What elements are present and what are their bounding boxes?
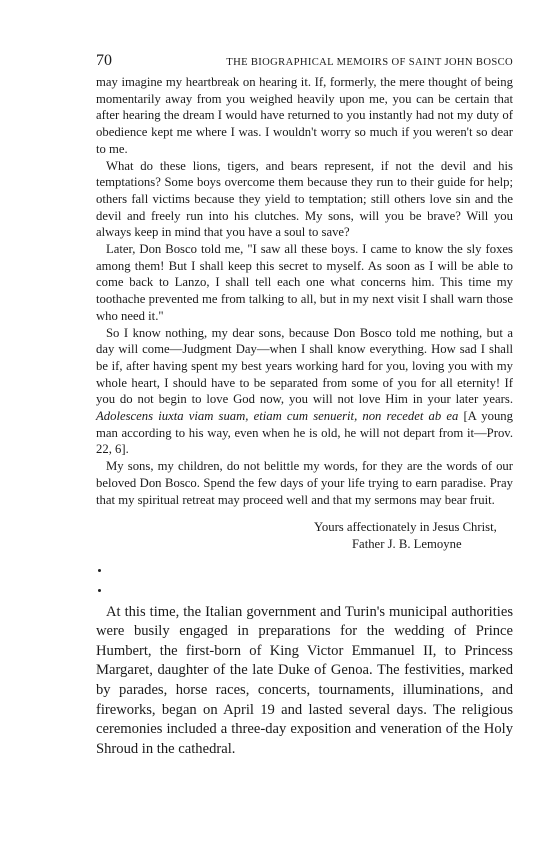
- book-page: [96, 52, 513, 759]
- letter-closing: Yours affectionately in Jesus Christ,: [314, 520, 497, 535]
- letter-paragraph: My sons, my children, do not belittle my words, for they are the words of our beloved Don Bosco. Spend the few days of your life trying to earn paradise. Pray that my spiritual retreat may proceed well and that my sermons may bear fruit.: [96, 459, 513, 507]
- paragraph-text: [A young man according to his way, even when he is old, he will not depart from it—Prov. 22, 6].: [96, 409, 513, 457]
- letter-signature: Father J. B. Lemoyne: [352, 536, 462, 551]
- section-break: [96, 559, 513, 603]
- letter-paragraph: What do these lions, tigers, and bears represent, if not the devil and his temptations? Some boys overcome them because they run to their guide for help; others fall victims because they yield to temptation; still others love sin and the devil and freely run into his clutches. My sons, will you be brave? Will you always keep in mind that you have a soul to save?: [96, 158, 513, 240]
- section-break-dot: [98, 589, 101, 592]
- letter-signoff: [96, 519, 513, 552]
- running-head: [96, 52, 513, 74]
- narrative-paragraph: At this time, the Italian government and Turin's municipal authorities were busily engaged in preparations for the wedding of Prince Humbert, the first-born of King Victor Emmanuel II, to Princess Margaret, daughter of the late Duke of Genoa. The festivities, marked by parades, horse races, concerts, tournaments, illuminations, and fireworks, began on April 19 and lasted several days. The religious ceremonies included a three-day exposition and veneration of the Holy Shroud in the cathedral.: [96, 603, 513, 757]
- letter-paragraph: may imagine my heartbreak on hearing it. If, formerly, the mere thought of being momentarily away from you weighed heavily upon me, you can be certain that after hearing the dream I would have returned to you instantly had not my duty of obedience kept me where I was. I wouldn't worry so much if you weren't so dear to me.: [96, 75, 513, 156]
- section-break-dot: [98, 569, 101, 572]
- letter-paragraph: [96, 325, 513, 459]
- latin-quotation: Adolescens iuxta viam suam, etiam cum senuerit, non recedet ab ea: [96, 409, 459, 424]
- running-head-title: THE BIOGRAPHICAL MEMOIRS OF SAINT JOHN BOSCO: [226, 57, 513, 68]
- paragraph-text: So I know nothing, my dear sons, because Don Bosco told me nothing, but a day will come—Judgment Day—when I shall know everything. How sad I shall be if, after having spent my best years working hard for you, loving you with my whole heart, I should have to be separated from some of you for all eternity! If you do not begin to love God now, you will not love Him in your later years.: [96, 325, 513, 407]
- letter-paragraph: Later, Don Bosco told me, "I saw all these boys. I came to know the sly foxes among them! But I shall keep this secret to myself. As soon as I will be able to come back to Lanzo, I shall tell each one what concerns him. This time my toothache prevented me from talking to all, but in my next visit I shall warn those who need it.": [96, 242, 513, 323]
- page-number: 70: [96, 52, 112, 69]
- narrative-section: [96, 603, 513, 760]
- letter-body: [96, 74, 513, 508]
